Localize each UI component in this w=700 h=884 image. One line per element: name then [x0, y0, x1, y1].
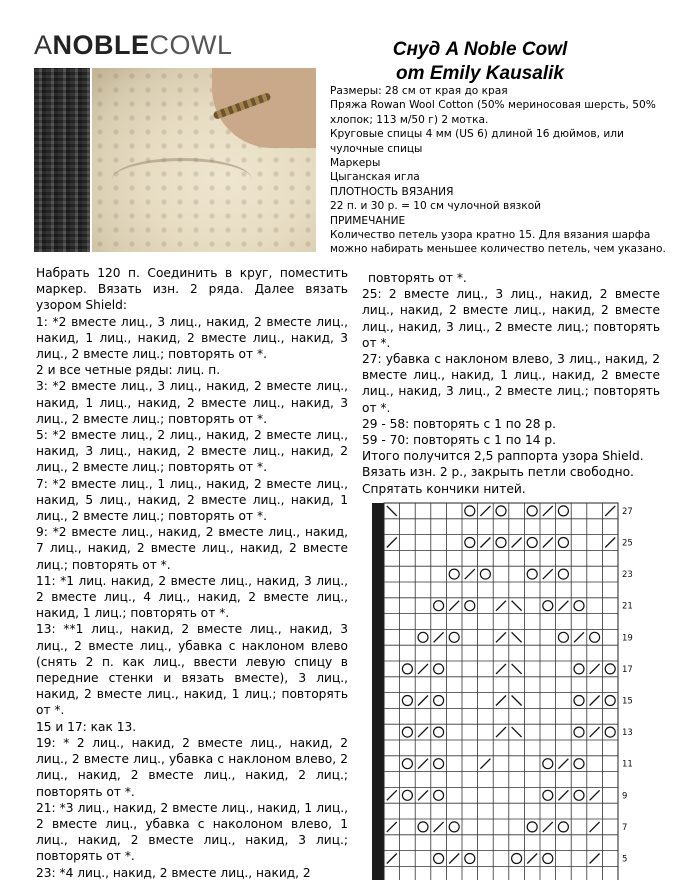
instruction-paragraph: 7: *2 вместе лиц., 1 лиц., накид, 2 вместе лиц., накид, 5 лиц., накид, 2 вместе лиц., накид, 1 лиц., 2 вместе лиц.; повторять от *. [36, 476, 348, 524]
info-line: Круговые спицы 4 мм (US 6) длиной 16 дюймов, или чулочные спицы [330, 128, 624, 155]
instruction-paragraph: 29 - 58: повторять с 1 по 28 р. [362, 416, 557, 431]
info-line: ПРИМЕЧАНИЕ [330, 214, 406, 227]
chart-row-number: 11 [622, 759, 633, 770]
chart-row-number: 19 [622, 633, 633, 644]
instruction-paragraph: Итого получится 2,5 раппорта узора Shield. [362, 449, 644, 464]
chart-row-number: 27 [622, 506, 633, 517]
info-line: Цыганская игла [330, 171, 420, 184]
instruction-paragraph: 2 и все четные ряды: лиц. п. [36, 363, 221, 378]
instruction-paragraph: Вязать изн. 2 р., закрыть петли свободно. [362, 465, 634, 480]
cream-cowl-photo [92, 68, 316, 252]
chart-row-number: 7 [622, 822, 628, 833]
chart-row-number: 15 [622, 696, 633, 707]
instruction-paragraph: 3: *2 вместе лиц., 3 лиц., накид, 2 вместе лиц., накид, 1 лиц., накид, 2 вместе лиц., накид, 3 лиц., 2 вместе лиц.; повторять от *. [36, 379, 348, 426]
info-line: ПЛОТНОСТЬ ВЯЗАНИЯ [330, 185, 454, 198]
instruction-paragraph: 25: 2 вместе лиц., 3 лиц., накид, 2 вместе лиц., накид, 2 вместе лиц., накид, 2 вместе лиц., накид, 3 лиц., 2 вместе лиц.; повторять от *. [362, 287, 660, 350]
instruction-paragraph: 23: *4 лиц., накид, 2 вместе лиц., накид, 2 [36, 865, 311, 880]
instruction-paragraph: Набрать 120 п. Соединить в круг, поместить маркер. Вязать изн. 2 ряда. Далее вязать узором Shield: [36, 266, 348, 313]
instruction-paragraph: 11: *1 лиц. накид, 2 вместе лиц., накид, 3 лиц., 2 вместе лиц., 4 лиц., накид, 2 вместе лиц., накид, 1 лиц.; повторять от *. [36, 573, 348, 621]
instructions-left-column [36, 265, 348, 881]
instruction-paragraph: 1: *2 вместе лиц., 3 лиц., накид, 2 вместе лиц., накид, 1 лиц., накид, 2 вместе лиц., накид, 3 лиц., 2 вместе лиц.; повторять от *. [36, 314, 348, 362]
brand-logo [34, 30, 233, 61]
instruction-paragraph: 13: **1 лиц., накид, 2 вместе лиц., накид, 3 лиц., 2 вместе лиц., убавка с наклоном влево (снять 2 п. как лиц., ввести левую спицу в передние стенки и вязать вместе), 3 лиц., накид, 2 вместе лиц., накид, 1 лиц.; повторять от *. [36, 622, 348, 718]
chart-row-number: 5 [622, 854, 628, 865]
instructions-right-column [362, 270, 660, 497]
brand-part-c: COWL [149, 30, 233, 60]
instruction-paragraph: 21: *3 лиц., накид, 2 вместе лиц., накид, 1 лиц., 2 вместе лиц., убавка с наколоном влево, 1 лиц., накид, 2 вместе лиц., накид, 3 лиц.; повторять от *. [36, 800, 348, 864]
knitting-chart-svg [370, 500, 670, 880]
info-line: Количество петель узора кратно 15. Для вязания шарфа можно набирать меньшее количество петель, чем указано. [330, 229, 666, 256]
instruction-paragraph: Спрятать кончики нитей. [362, 481, 526, 496]
brand-part-a: A [34, 30, 53, 60]
chart-edge-bar [372, 503, 384, 880]
instruction-paragraph: 59 - 70: повторять с 1 по 14 р. [362, 433, 557, 448]
chart-row-number: 21 [622, 601, 633, 612]
knitting-chart [370, 500, 670, 884]
info-line: Пряжа Rowan Wool Cotton (50% мериносовая шерсть, 50% хлопок; 113 м/50 г) 2 мотка. [330, 99, 656, 126]
instruction-paragraph: 15 и 17: как 13. [36, 719, 137, 734]
page-title: Снуд A Noble Cowl [392, 39, 568, 60]
brand-part-b: NOBLE [52, 30, 150, 60]
chart-row-number: 25 [622, 538, 633, 549]
instruction-paragraph: повторять от *. [368, 271, 467, 285]
instruction-paragraph: 9: *2 вместе лиц., накид, 2 вместе лиц., накид, 7 лиц., накид, 2 вместе лиц., накид, 2 вместе лиц.; повторять от *. [36, 525, 348, 572]
instruction-paragraph: 27: убавка с наклоном влево, 3 лиц., накид, 2 вместе лиц., накид, 1 лиц., накид, 2 вместе лиц., накид, 3 лиц., 2 вместе лиц.; повторять от *. [362, 352, 660, 415]
instruction-paragraph: 19: * 2 лиц., накид, 2 вместе лиц., накид, 2 лиц., 2 вместе лиц., убавка с наклоном влево, 2 лиц., накид, 2 вместе лиц., накид, 2 лиц.; повторять от *. [36, 735, 348, 799]
info-line: 22 п. и 30 р. = 10 см чулочной вязкой [330, 200, 542, 213]
chart-row-number: 23 [622, 570, 633, 581]
page-subtitle: от Emily Kausalik [396, 63, 564, 84]
chart-row-number: 9 [622, 791, 628, 802]
chart-row-number: 13 [622, 728, 633, 739]
dark-knit-photo [34, 68, 90, 252]
materials-info [330, 84, 668, 257]
cowl-photos [34, 68, 316, 252]
chart-row-number: 17 [622, 664, 633, 675]
instruction-paragraph: 5: *2 вместе лиц., 2 лиц., накид, 2 вместе лиц., накид, 3 лиц., накид, 2 вместе лиц., накид, 2 лиц., 2 вместе лиц.; повторять от *. [36, 428, 348, 475]
info-line: Размеры: 28 см от края до края [330, 85, 508, 97]
info-line: Маркеры [330, 157, 381, 170]
